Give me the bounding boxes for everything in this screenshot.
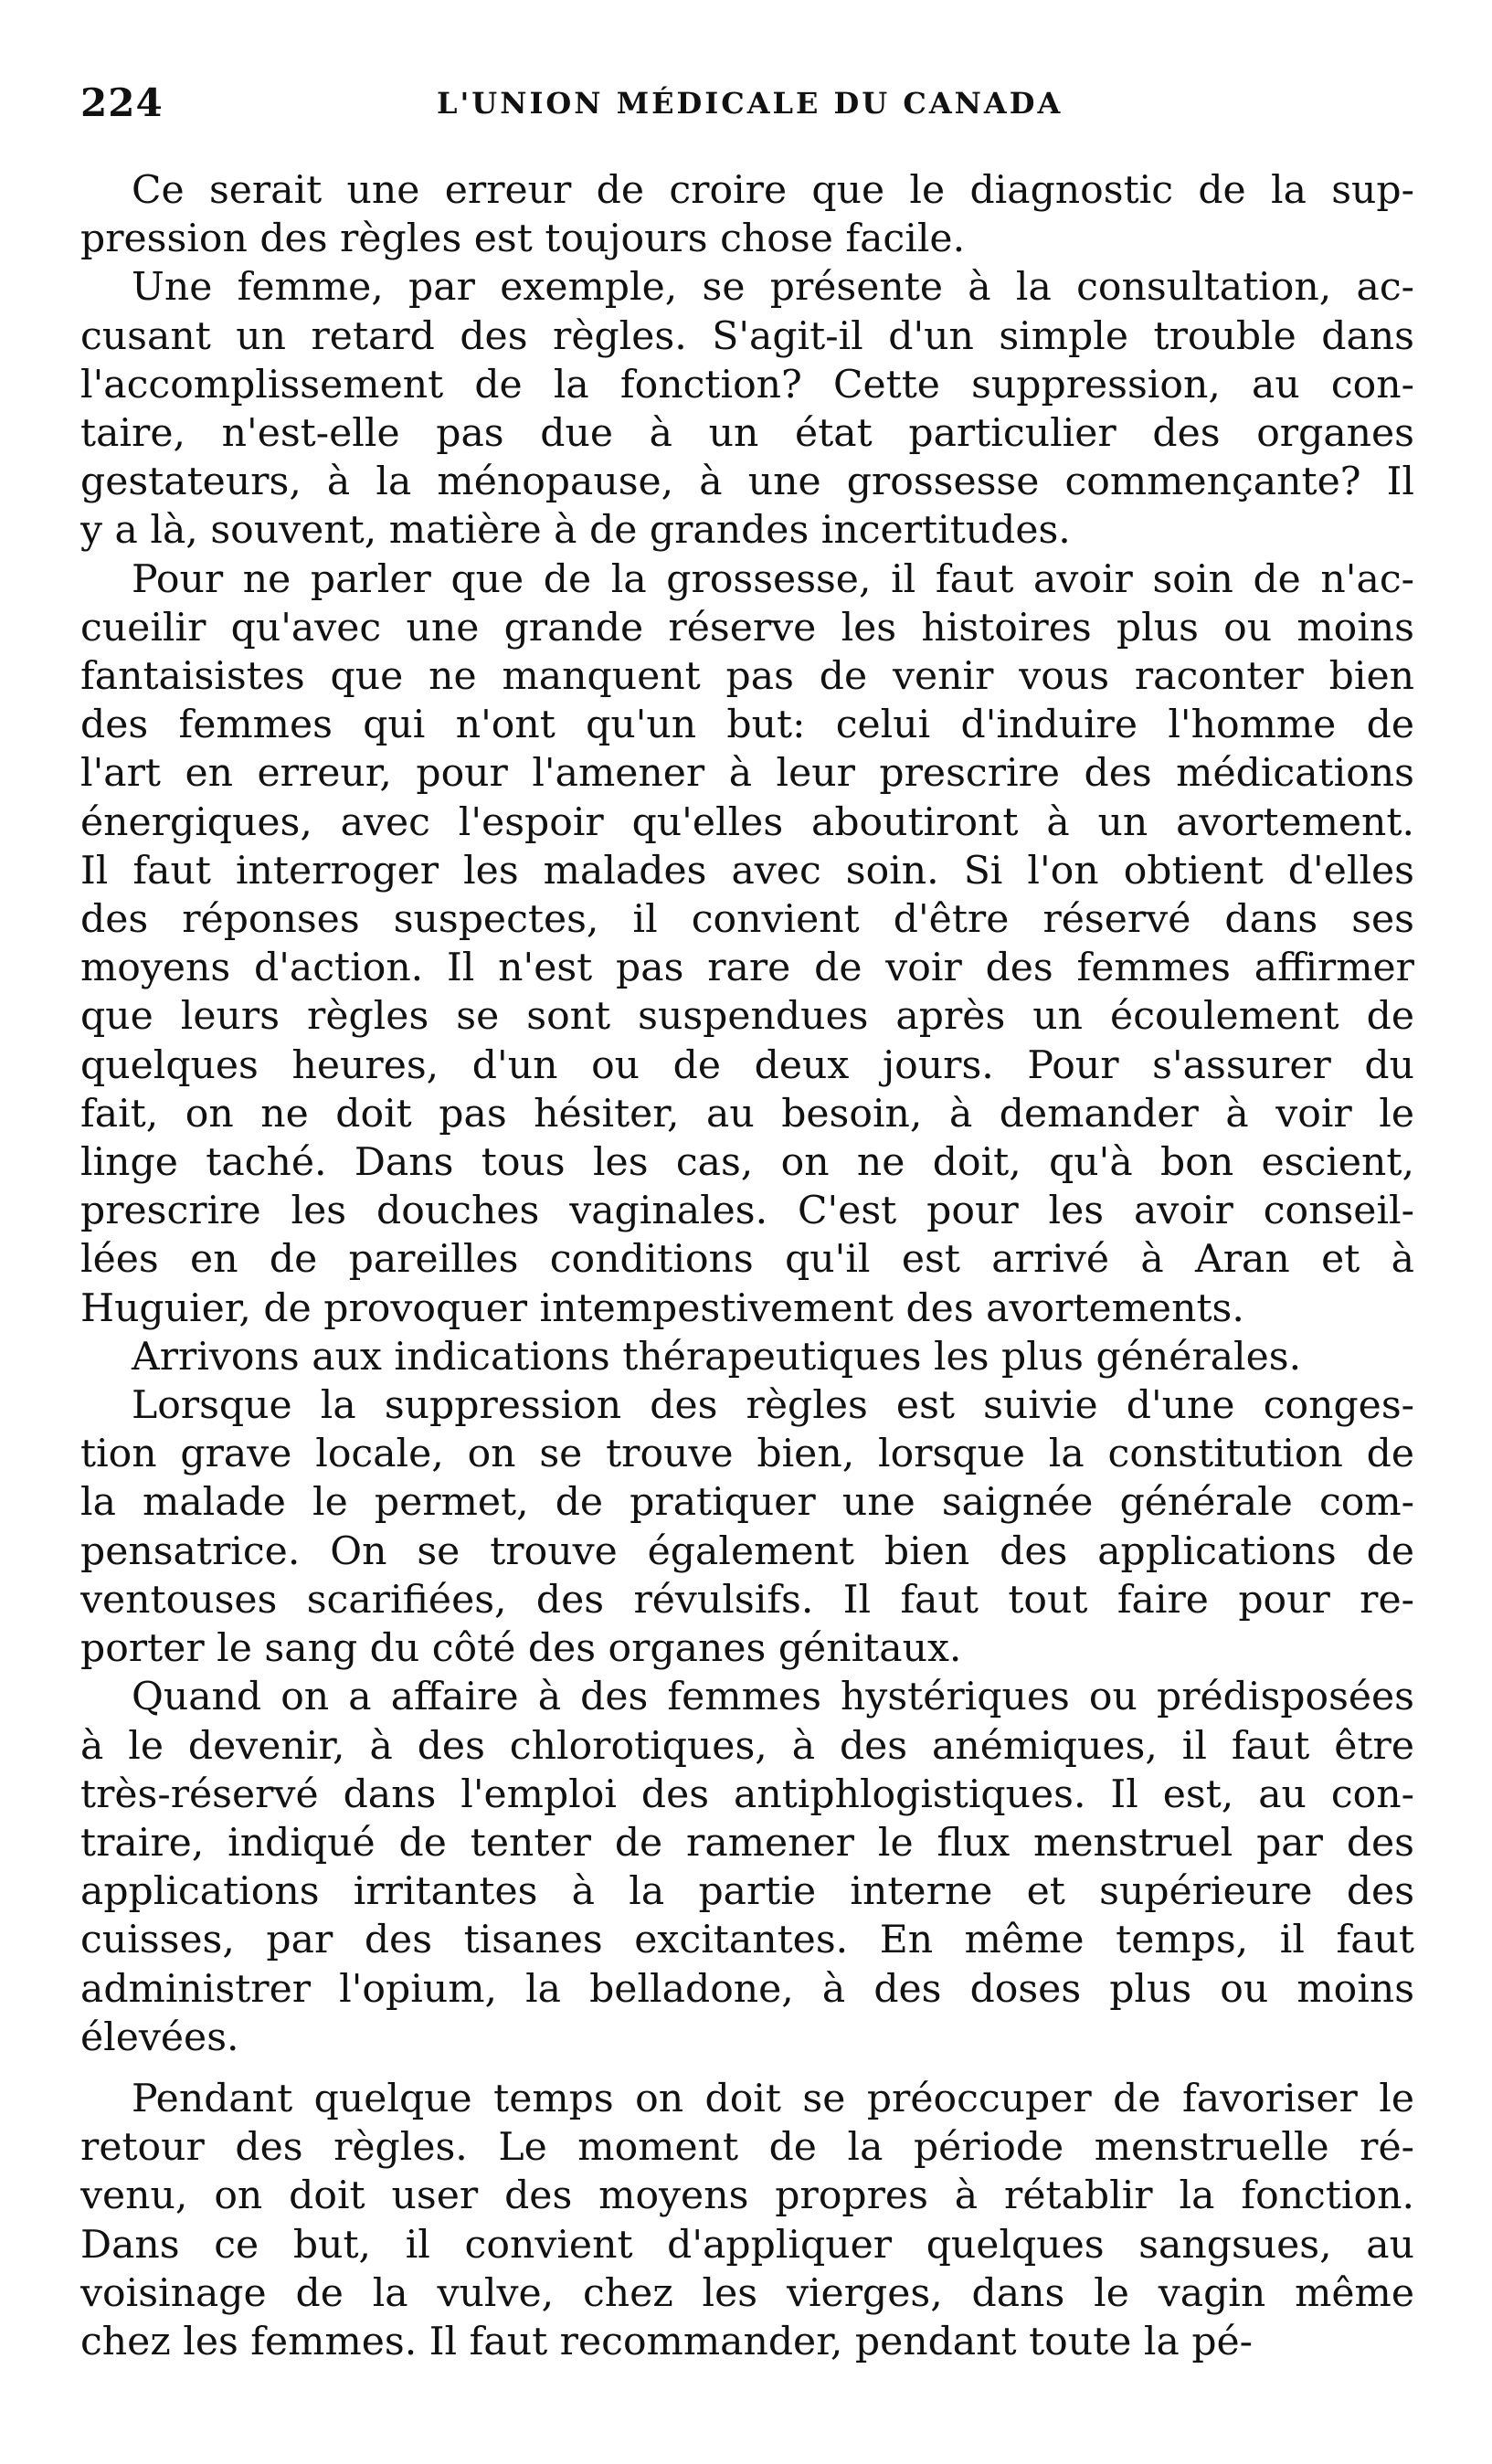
text-line: Arrivons aux indications thérapeutiques les plus générales.	[132, 1334, 1302, 1380]
text-line: cusant un retard des règles. S'agit-il d'un simple trouble dans	[80, 313, 1414, 359]
paragraph	[80, 555, 1414, 1333]
page-number: 224	[80, 80, 164, 125]
paragraph	[80, 1381, 1414, 1673]
text-line: taire, n'est-elle pas due à un état particulier des organes	[80, 411, 1414, 457]
text-line: l'accomplissement de la fonction? Cette suppression, au con-	[80, 362, 1414, 407]
paragraph-gap	[80, 2062, 1414, 2075]
text-line: Huguier, de provoquer intempestivement des avortements.	[80, 1285, 1244, 1331]
text-line: retour des règles. Le moment de la période menstruelle ré-	[80, 2125, 1414, 2171]
page-header	[80, 80, 1405, 135]
text-line: porter le sang du côté des organes génitaux.	[80, 1626, 962, 1672]
paragraph	[80, 263, 1414, 555]
text-line: linge taché. Dans tous les cas, on ne doit, qu'à bon escient,	[80, 1140, 1414, 1186]
text-line: des femmes qui n'ont qu'un but: celui d'induire l'homme de	[80, 703, 1414, 748]
text-line: pensatrice. On se trouve également bien des applications de	[80, 1528, 1414, 1574]
text-line: gestateurs, à la ménopause, à une grossesse commençante? Il	[80, 460, 1414, 505]
text-line: pression des règles est toujours chose facile.	[80, 217, 966, 262]
text-line: fait, on ne doit pas hésiter, au besoin, à demander à voir le	[80, 1091, 1414, 1137]
text-line: très-réservé dans l'emploi des antiphlogistiques. Il est, au con-	[80, 1771, 1414, 1817]
text-line: chez les femmes. Il faut recommander, pendant toute la pé-	[80, 2319, 1254, 2364]
text-line: administrer l'opium, la belladone, à des doses plus ou moins	[80, 1966, 1414, 2012]
text-line: Une femme, par exemple, se présente à la consultation, ac-	[132, 265, 1414, 311]
text-line: Lorsque la suppression des règles est suivie d'une conges-	[132, 1383, 1414, 1429]
text-line: y a là, souvent, matière à de grandes incertitudes.	[80, 508, 1071, 554]
body-text	[80, 166, 1414, 2366]
text-line: la malade le permet, de pratiquer une saignée générale com-	[80, 1480, 1414, 1526]
text-line: fantaisistes que ne manquent pas de venir vous raconter bien	[80, 654, 1414, 700]
paragraph	[80, 2075, 1414, 2366]
text-line: voisinage de la vulve, chez les vierges, dans le vagin même	[80, 2270, 1414, 2316]
paragraph	[80, 1333, 1414, 1381]
text-line: Pour ne parler que de la grossesse, il faut avoir soin de n'ac-	[132, 556, 1414, 602]
text-line: moyens d'action. Il n'est pas rare de voir des femmes affirmer	[80, 946, 1414, 991]
text-line: élevées.	[80, 2015, 239, 2060]
paragraph	[80, 1673, 1414, 2062]
text-line: venu, on doit user des moyens propres à rétablir la fonction.	[80, 2173, 1414, 2219]
text-line: des réponses suspectes, il convient d'être réservé dans ses	[80, 897, 1414, 943]
text-line: énergiques, avec l'espoir qu'elles aboutiront à un avortement.	[80, 799, 1414, 845]
text-line: cueilir qu'avec une grande réserve les histoires plus ou moins	[80, 605, 1414, 650]
text-line: tion grave locale, on se trouve bien, lorsque la constitution de	[80, 1432, 1414, 1477]
text-line: à le devenir, à des chlorotiques, à des anémiques, il faut être	[80, 1723, 1414, 1769]
text-line: cuisses, par des tisanes excitantes. En même temps, il faut	[80, 1918, 1414, 1963]
text-line: Pendant quelque temps on doit se préoccuper de favoriser le	[132, 2076, 1414, 2121]
text-line: Il faut interroger les malades avec soin. Si l'on obtient d'elles	[80, 848, 1414, 894]
text-line: l'art en erreur, pour l'amener à leur prescrire des médications	[80, 751, 1414, 797]
text-line: lées en de pareilles conditions qu'il est arrivé à Aran et à	[80, 1237, 1414, 1283]
text-line: traire, indiqué de tenter de ramener le flux menstruel par des	[80, 1820, 1414, 1866]
text-line: quelques heures, d'un ou de deux jours. Pour s'assurer du	[80, 1042, 1414, 1088]
text-line: que leurs règles se sont suspendues après un écoulement de	[80, 994, 1414, 1040]
text-line: Quand on a affaire à des femmes hystériques ou prédisposées	[132, 1675, 1414, 1720]
text-line: applications irritantes à la partie interne et supérieure des	[80, 1869, 1414, 1915]
text-line: Ce serait une erreur de croire que le diagnostic de la sup-	[132, 168, 1414, 213]
text-line: prescrire les douches vaginales. C'est pour les avoir conseil-	[80, 1189, 1414, 1234]
paragraph	[80, 166, 1414, 263]
text-line: Dans ce but, il convient d'appliquer quelques sangsues, au	[80, 2222, 1414, 2268]
running-title: L'UNION MÉDICALE DU CANADA	[437, 86, 1063, 121]
text-line: ventouses scarifiées, des révulsifs. Il faut tout faire pour re-	[80, 1577, 1414, 1623]
